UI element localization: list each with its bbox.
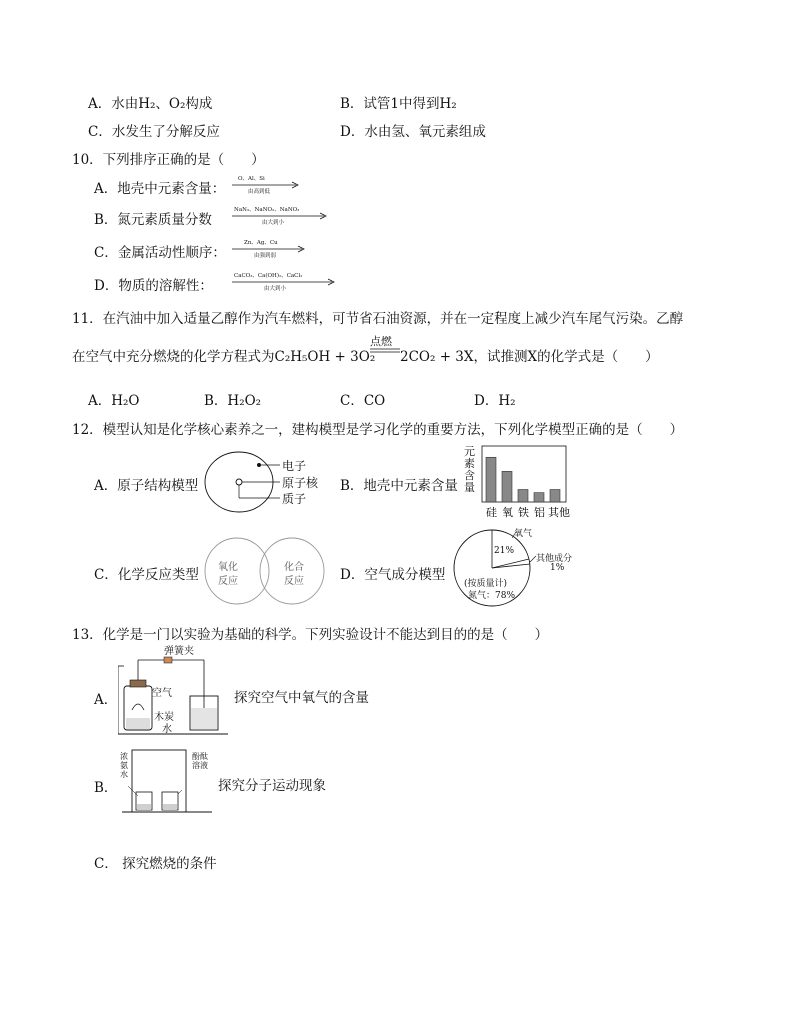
bar-tick-label: 其他 [548,506,570,519]
q12-option-d[interactable]: D．空气成分模型 [340,567,446,583]
q10-c-arrow-top: Zn、Ag、Cu [244,240,278,246]
molecular-motion-apparatus [116,746,212,818]
bar-tick-label: 硅 [486,506,497,519]
pie-label-basis: (按质量计) [464,579,508,589]
q13-option-a-text: 探究空气中氧气的含量 [234,690,369,706]
oxygen-content-apparatus [118,646,228,738]
pie-label-other: 其他成分 [536,554,573,564]
q13-option-b-text: 探究分子运动现象 [218,778,326,794]
label-ammonia: 浓 氨 水 [120,752,128,779]
q9-option-c[interactable]: C．水发生了分解反应 [88,124,220,140]
q10-stem: 10．下列排序正确的是（ ） [72,152,265,168]
q10-option-a[interactable]: A．地壳中元素含量： [94,181,226,197]
venn-right-l2: 反应 [284,576,304,587]
pie-label-nitrogen: 氮气：78% [468,591,516,601]
q10-option-b[interactable]: B．氮元素质量分数 [94,212,212,228]
venn-left-l2: 反应 [218,576,238,587]
q10-b-arrow [232,207,328,226]
q10-d-arrow [232,273,338,292]
bar-tick-label: 铝 [534,506,545,519]
label-carbon: 木炭 [154,712,174,723]
pie-label-oxygen-pct: 21% [494,546,515,556]
q9-option-a[interactable]: A．水由H₂、O₂构成 [88,96,213,112]
q10-c-arrow [232,240,308,259]
atom-model-diagram [204,448,334,516]
q11-condition: 点燃 [370,335,392,348]
pie-label-other-pct: 1% [550,563,565,573]
venn-diagram [204,536,328,606]
q13-option-b-letter[interactable]: B． [94,780,118,796]
bar-铁 [518,490,528,502]
q13-option-c[interactable]: C． 探究燃烧的条件 [94,856,217,872]
bar-硅 [486,457,496,502]
venn-left-l1: 氧化 [218,562,238,573]
air-composition-pie [452,526,592,608]
label-spring-clip: 弹簧夹 [164,646,194,657]
q10-d-arrow-top: CaCO₃、Ca(OH)₂、CaCl₂ [234,273,303,279]
q12-stem: 12．模型认知是化学核心素养之一，建构模型是学习化学的重要方法，下列化学模型正确的是（ ） [72,422,684,438]
q10-a-arrow-bottom: 由高到低 [248,189,271,195]
atom-label-nucleus: 原子核 [282,476,319,490]
bar-其他 [550,490,560,502]
q10-a-arrow-top: O、Al、Si [238,176,265,182]
q11-option-d[interactable]: D．H₂ [474,393,516,409]
venn-right-l1: 化合 [284,562,304,573]
q11-option-b[interactable]: B．H₂O₂ [204,393,262,409]
q11-stem-line2a: 在空气中充分燃烧的化学方程式为C₂H₅OH + 3O₂ [72,349,376,365]
q13-option-a-letter[interactable]: A． [94,692,118,708]
q10-c-arrow-bottom: 由强到弱 [254,253,277,259]
equals-sign-icon [370,348,400,354]
q10-option-d[interactable]: D．物质的溶解性： [94,278,213,294]
atom-label-electron: 电子 [282,459,307,473]
q10-option-c[interactable]: C．金属活动性顺序： [94,245,226,261]
bar-铝 [534,493,544,502]
q10-a-arrow [232,176,302,195]
q13-stem: 13．化学是一门以实验为基础的科学。下列实验设计不能达到目的的是（ ） [72,627,549,643]
q9-option-b[interactable]: B．试管1中得到H₂ [340,96,457,112]
label-phenolphthalein: 酚酞 溶液 [192,752,208,770]
q9-option-d[interactable]: D．水由氢、氧元素组成 [340,124,486,140]
q11-option-a[interactable]: A．H₂O [88,393,140,409]
q12-option-b[interactable]: B．地壳中元素含量 [340,478,458,494]
bar-tick-label: 铁 [518,506,529,519]
q12-option-a[interactable]: A．原子结构模型 [94,478,199,494]
bar-氧 [502,471,512,502]
label-water: 水 [162,724,172,735]
bar-tick-label: 氧 [502,506,513,519]
q11-stem-line1: 11．在汽油中加入适量乙醇作为汽车燃料，可节省石油资源，并在一定程度上减少汽车尾气污染。乙醇 [72,311,684,327]
q10-b-arrow-top: NaN₃、NaNO₂、NaNO₃ [234,207,300,213]
q11-option-c[interactable]: C．CO [340,393,386,409]
pie-label-oxygen: 氧气 [514,529,533,539]
q12-option-c[interactable]: C．化学反应类型 [94,567,199,583]
bar-ylabel: 元 素 含 量 [464,445,475,494]
label-air: 空气 [152,688,172,699]
q10-d-arrow-bottom: 由大到小 [264,286,287,292]
q10-b-arrow-bottom: 由大到小 [262,220,285,226]
element-content-bar-chart [462,444,582,524]
q11-stem-line2b: 2CO₂ + 3X，试推测X的化学式是（ ） [400,349,659,365]
atom-label-proton: 质子 [282,492,307,506]
